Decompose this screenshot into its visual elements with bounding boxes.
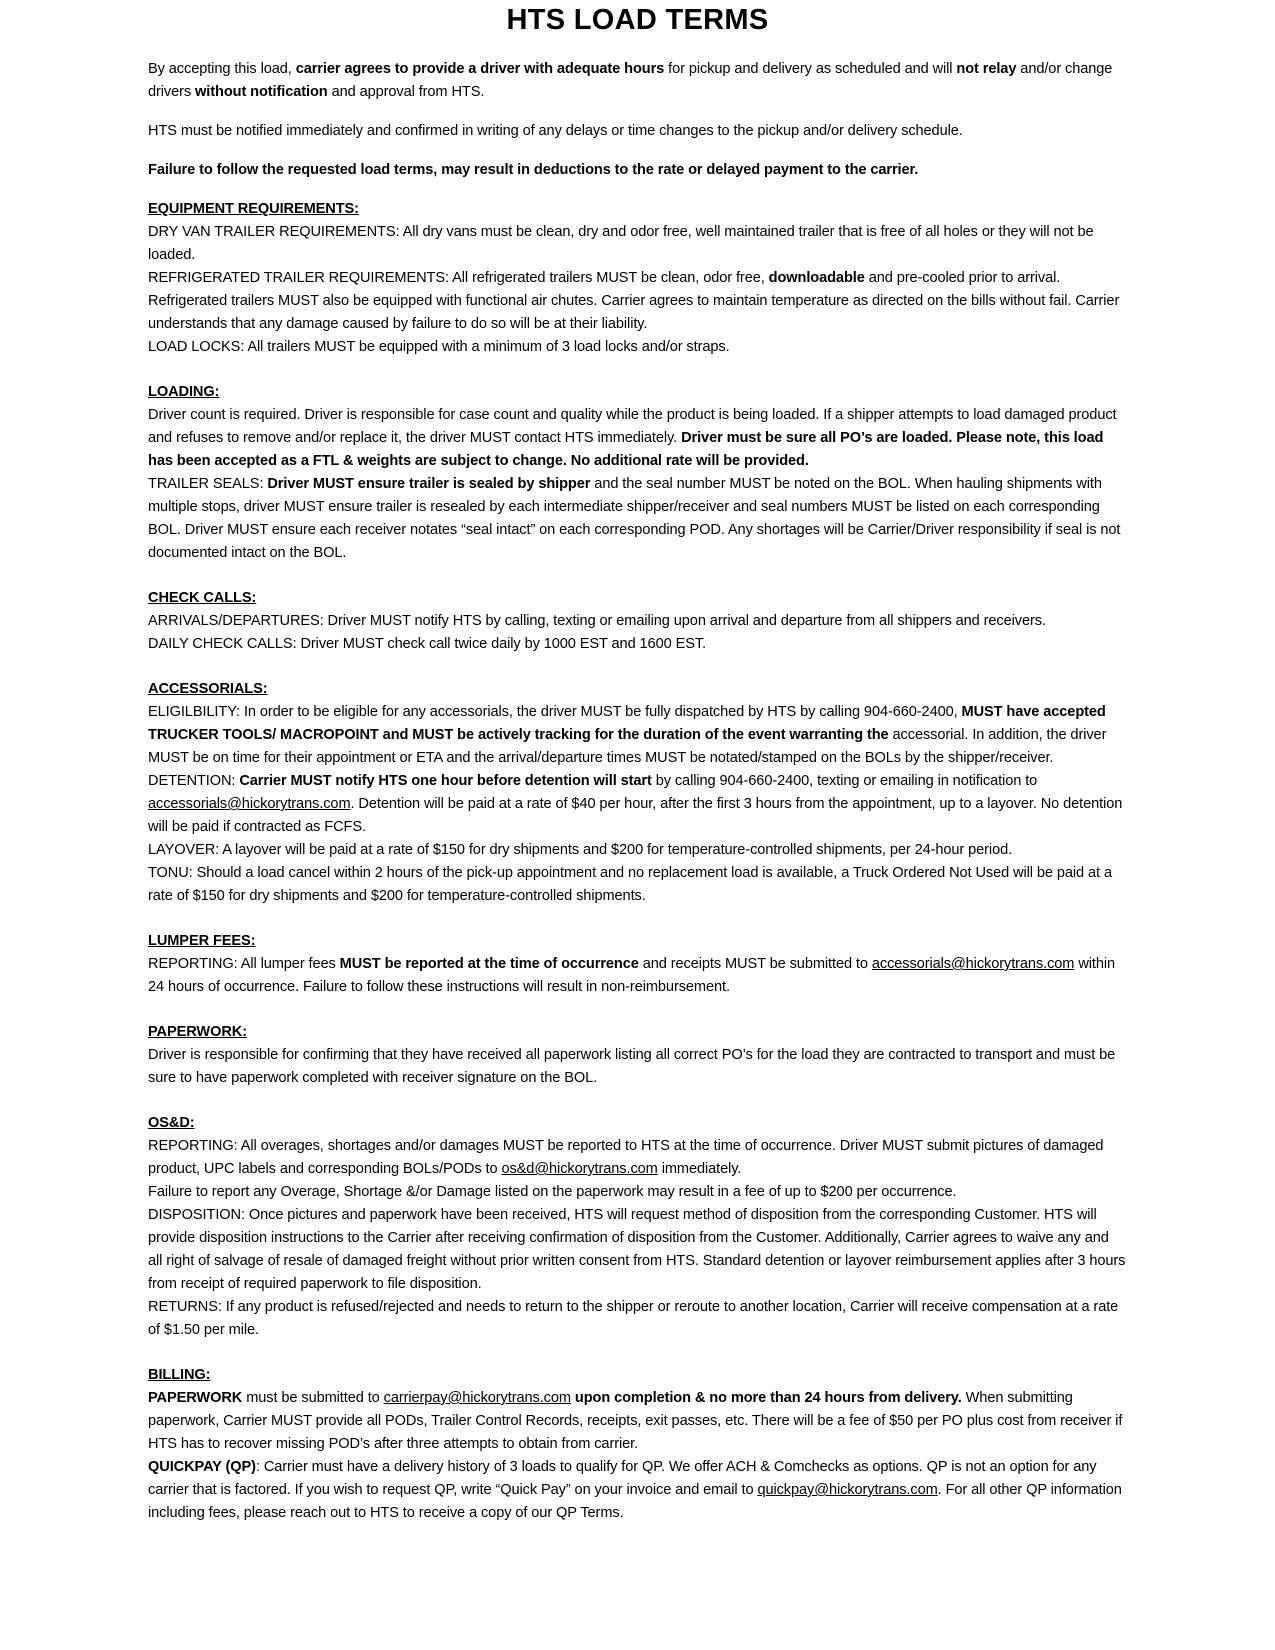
text-run: Driver MUST ensure trailer is sealed by shipper <box>267 476 591 492</box>
section-billing <box>148 1364 1126 1525</box>
text-run: . Detention will be paid at a rate of $40 per hour, after the first 3 hours from the appointment, up to a layover. No detention will be paid if contracted as FCFS. <box>148 796 1123 835</box>
section-paragraph <box>148 839 1126 862</box>
page-title: HTS LOAD TERMS <box>506 4 769 36</box>
section-paragraph <box>148 267 1126 336</box>
text-run: by calling 904-660-2400, texting or emailing in notification to <box>651 773 1038 789</box>
section-paragraph <box>148 221 1126 267</box>
text-run: DRY VAN TRAILER REQUIREMENTS: All dry vans must be clean, dry and odor free, well maintained trailer that is free of all holes or they will not be loaded. <box>148 224 1094 263</box>
text-run: Failure to report any Overage, Shortage &/or Damage listed on the paperwork may result in a fee of up to $200 per occurrence. <box>148 1184 957 1200</box>
text-run: DAILY CHECK CALLS: Driver MUST check call twice daily by 1000 EST and 1600 EST. <box>148 636 706 652</box>
section-paragraph <box>148 404 1126 473</box>
email-link[interactable]: quickpay@hickorytrans.com <box>757 1482 938 1498</box>
section-paragraph <box>148 953 1126 999</box>
section-heading: BILLING: <box>148 1367 211 1383</box>
text-run: Driver must be sure all PO’s are loaded. Please note, this load has been accepted as a FTL & weights are subject to change. No additional rate will be provided. <box>148 430 1104 469</box>
text-run: DISPOSITION: Once pictures and paperwork have been received, HTS will request method of disposition from the corresponding Customer. HTS will provide disposition instructions to the Carrier after receiving confirmation of disposition from the Customer. Additionally, Carrier agrees to waive any and all right of salvage of resale of damaged freight without prior written consent from HTS. Standard detention or layover reimbursement applies after 3 hours from receipt of required paperwork to file disposition. <box>148 1207 1126 1292</box>
section-paragraph <box>148 1387 1126 1456</box>
section-heading: OS&D: <box>148 1115 195 1131</box>
intro-paragraph-1 <box>148 58 1126 104</box>
section-paragraph <box>148 610 1126 633</box>
section-lumper-fees <box>148 930 1126 999</box>
text-run: : Carrier must have a delivery history of 3 loads to qualify for QP. We offer ACH & Comchecks as options. QP is not an option for any carrier that is factored. If you wish to request QP, write “Quick Pay” on your invoice and email to <box>148 1459 1097 1498</box>
section-paragraph <box>148 1204 1126 1296</box>
section-paragraph <box>148 1456 1126 1525</box>
text-run: Failure to follow the requested load terms, may result in deductions to the rate or delayed payment to the carrier. <box>148 162 919 178</box>
section-paragraph <box>148 862 1126 908</box>
email-link[interactable]: os&d@hickorytrans.com <box>501 1161 658 1177</box>
text-run: downloadable <box>768 270 865 286</box>
text-run: Driver count is required. Driver is responsible for case count and quality while the product is being loaded. If a shipper attempts to load damaged product and refuses to remove and/or replace it, the driver MUST contact HTS immediately. <box>148 407 1117 446</box>
text-run: When submitting paperwork, Carrier MUST provide all PODs, Trailer Control Records, receipts, exit passes, etc. There will be a fee of $50 per PO plus cost from receiver if HTS has to recover missing POD’s after three attempts to obtain from carrier. <box>148 1390 1123 1452</box>
text-run: carrier agrees to provide a driver with adequate hours <box>295 61 665 77</box>
section-heading: LOADING: <box>148 384 220 400</box>
section-heading: ACCESSORIALS: <box>148 681 268 697</box>
text-run: TRAILER SEALS: <box>148 476 268 492</box>
text-run: MUST be reported at the time of occurrence <box>339 956 639 972</box>
section-accessorials <box>148 678 1126 908</box>
text-run: REPORTING: All overages, shortages and/or damages MUST be reported to HTS at the time of occurrence. Driver MUST submit pictures of damaged product, UPC labels and corresponding BOLs/PODs to <box>148 1138 1104 1177</box>
text-run: REFRIGERATED TRAILER REQUIREMENTS: All refrigerated trailers MUST be clean, odor free, <box>148 270 769 286</box>
text-run: must be submitted to <box>242 1390 384 1406</box>
text-run: PAPERWORK <box>148 1390 243 1406</box>
section-heading: LUMPER FEES: <box>148 933 256 949</box>
section-paragraph <box>148 336 1126 359</box>
text-run: HTS must be notified immediately and confirmed in writing of any delays or time changes to the pickup and/or delivery schedule. <box>148 123 963 139</box>
text-run: ARRIVALS/DEPARTURES: Driver MUST notify HTS by calling, texting or emailing upon arrival and departure from all shippers and receivers. <box>148 613 1046 629</box>
section-osd <box>148 1112 1126 1342</box>
section-paragraph <box>148 1135 1126 1181</box>
text-run: TONU: Should a load cancel within 2 hours of the pick-up appointment and no replacement load is available, a Truck Ordered Not Used will be paid at a rate of $150 for dry shipments and $200 for temperature-controlled shipments. <box>148 865 1112 904</box>
section-heading: PAPERWORK: <box>148 1024 247 1040</box>
text-run: By accepting this load, <box>148 61 296 77</box>
text-run: QUICKPAY (QP) <box>148 1459 256 1475</box>
section-paragraph <box>148 701 1126 770</box>
section-paragraph <box>148 473 1126 565</box>
text-run: not relay <box>956 61 1017 77</box>
email-link[interactable]: carrierpay@hickorytrans.com <box>383 1390 571 1406</box>
text-run: MUST have accepted TRUCKER TOOLS/ MACROPOINT and MUST be actively tracking for the duration of the event warranting the <box>148 704 1106 743</box>
text-run: upon completion & no more than 24 hours from delivery. <box>570 1390 962 1406</box>
email-link[interactable]: accessorials@hickorytrans.com <box>148 796 351 812</box>
text-run: and receipts MUST be submitted to <box>638 956 872 972</box>
text-run: ELIGILBILITY: In order to be eligible for any accessorials, the driver MUST be fully dispatched by HTS by calling 904-660-2400, <box>148 704 962 720</box>
text-run: within 24 hours of occurrence. Failure to follow these instructions will result in non-reimbursement. <box>148 956 1116 995</box>
section-equipment <box>148 198 1126 359</box>
section-heading: EQUIPMENT REQUIREMENTS: <box>148 201 359 217</box>
text-run: accessorial. In addition, the driver MUST be on time for their appointment or ETA and the arrival/departure times MUST be notated/stamped on the BOLs by the shipper/receiver. <box>148 727 1107 766</box>
text-run: Carrier MUST notify HTS one hour before detention will start <box>239 773 652 789</box>
text-run: Driver is responsible for confirming that they have received all paperwork listing all correct PO’s for the load they are contracted to transport and must be sure to have paperwork completed with receiver signature on the BOL. <box>148 1047 1116 1086</box>
section-paperwork <box>148 1021 1126 1090</box>
section-paragraph <box>148 633 1126 656</box>
section-check-calls <box>148 587 1126 656</box>
text-run: for pickup and delivery as scheduled and will <box>664 61 957 77</box>
email-link[interactable]: accessorials@hickorytrans.com <box>871 956 1075 972</box>
section-paragraph <box>148 1296 1126 1342</box>
text-run: and approval from HTS. <box>327 84 485 100</box>
section-paragraph <box>148 1181 1126 1204</box>
text-run: and pre-cooled prior to arrival. Refrigerated trailers MUST also be equipped with functional air chutes. Carrier agrees to maintain temperature as directed on the bills without fail. Carrier understands that any damage caused by failure to do so will be at their liability. <box>148 270 1120 332</box>
text-run: LOAD LOCKS: All trailers MUST be equipped with a minimum of 3 load locks and/or straps. <box>148 339 730 355</box>
intro-paragraph-2 <box>148 120 1126 143</box>
section-heading: CHECK CALLS: <box>148 590 257 606</box>
text-run: and/or change drivers <box>148 61 1113 100</box>
document-body <box>148 58 1126 1525</box>
text-run: LAYOVER: A layover will be paid at a rate of $150 for dry shipments and $200 for temperature-controlled shipments, per 24-hour period. <box>148 842 1013 858</box>
text-run: without notification <box>195 84 328 100</box>
text-run: DETENTION: <box>148 773 240 789</box>
text-run: RETURNS: If any product is refused/rejected and needs to return to the shipper or reroute to another location, Carrier will receive compensation at a rate of $1.50 per mile. <box>148 1299 1119 1338</box>
section-paragraph <box>148 770 1126 839</box>
intro-paragraph-3 <box>148 159 1126 182</box>
text-run: . For all other QP information including fees, please reach out to HTS to receive a copy of our QP Terms. <box>148 1482 1122 1521</box>
text-run: and the seal number MUST be noted on the BOL. When hauling shipments with multiple stops, driver MUST ensure trailer is resealed by each intermediate shipper/receiver and seal numbers MUST be listed on each corresponding BOL. Driver MUST ensure each receiver notates “seal intact” on each corresponding POD. Any shortages will be Carrier/Driver responsibility if seal is not documented intact on the BOL. <box>148 476 1121 561</box>
text-run: immediately. <box>657 1161 742 1177</box>
section-loading <box>148 381 1126 565</box>
text-run: REPORTING: All lumper fees <box>148 956 340 972</box>
section-paragraph <box>148 1044 1126 1090</box>
